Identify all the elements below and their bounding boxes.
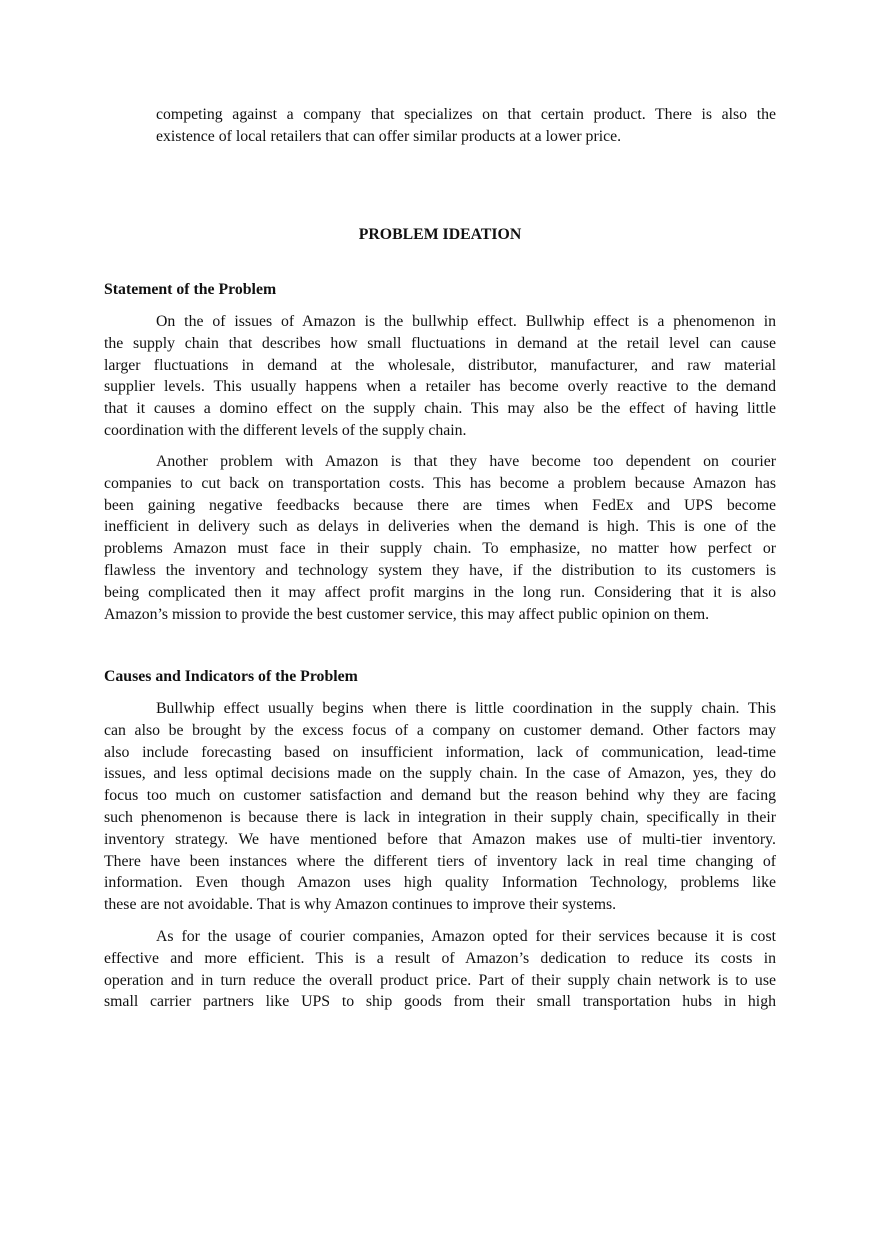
text-line: information. Even though Amazon uses high quality Information Technology, problems like (104, 874, 776, 892)
text-line: can also be brought by the excess focus of a company on customer demand. Other factors may (104, 721, 776, 739)
paragraph-courier-dependence (104, 451, 776, 625)
text-line: being complicated then it may affect profit margins in the long run. Considering that it is also (104, 583, 776, 601)
text-line: existence of local retailers that can offer similar products at a lower price. (156, 127, 622, 145)
text-line: Another problem with Amazon is that they have become too dependent on courier (156, 453, 776, 470)
paragraph-causes (104, 698, 776, 916)
text-line: inventory strategy. We have mentioned before that Amazon makes use of multi-tier inventory. (104, 830, 776, 848)
subheading-statement: Statement of the Problem (104, 281, 277, 298)
text-line: such phenomenon is because there is lack in integration in their supply chain, specifically in their (104, 808, 776, 826)
text-line: Amazon’s mission to provide the best customer service, this may affect public opinion on them. (104, 605, 710, 623)
text-line: As for the usage of courier companies, Amazon opted for their services because it is cost (156, 928, 776, 945)
text-line: operation and in turn reduce the overall product price. Part of their supply chain network is to use (104, 971, 776, 989)
text-line: competing against a company that specializes on that certain product. There is also the (156, 106, 776, 123)
paragraph-continuation (104, 104, 776, 148)
text-line: There have been instances where the different tiers of inventory lack in real time changing of (104, 852, 776, 870)
text-line: flawless the inventory and technology system they have, if the distribution to its customers is (104, 561, 776, 579)
paragraph-bullwhip (104, 311, 776, 442)
section-title: PROBLEM IDEATION (358, 226, 522, 243)
text-line: issues, and less optimal decisions made on the supply chain. In the case of Amazon, yes, they do (104, 765, 776, 783)
text-line: companies to cut back on transportation costs. This has become a problem because Amazon has (104, 474, 776, 492)
text-line: coordination with the different levels of the supply chain. (104, 421, 467, 439)
text-line: that it causes a domino effect on the supply chain. This may also be the effect of having little (104, 400, 776, 418)
text-line: been gaining negative feedbacks because there are times when FedEx and UPS become (104, 496, 776, 514)
subheading-causes: Causes and Indicators of the Problem (104, 668, 358, 685)
text-line: inefficient in delivery such as delays in deliveries when the demand is high. This is one of the (104, 518, 776, 536)
text-line: also include forecasting based on insufficient information, lack of communication, lead-time (104, 743, 776, 761)
paragraph-courier-usage (104, 926, 776, 1013)
text-line: these are not avoidable. That is why Amazon continues to improve their systems. (104, 896, 617, 914)
text-line: problems Amazon must face in their supply chain. To emphasize, no matter how perfect or (104, 540, 776, 558)
text-line: effective and more efficient. This is a result of Amazon’s dedication to reduce its costs in (104, 949, 776, 967)
text-line: small carrier partners like UPS to ship goods from their small transportation hubs in high (104, 993, 776, 1011)
text-line: the supply chain that describes how small fluctuations in demand at the retail level can cause (104, 334, 776, 352)
text-line: Bullwhip effect usually begins when there is little coordination in the supply chain. This (156, 700, 776, 717)
text-line: supplier levels. This usually happens when a retailer has become overly reactive to the demand (104, 378, 776, 396)
text-line: On the of issues of Amazon is the bullwhip effect. Bullwhip effect is a phenomenon in (156, 313, 776, 330)
text-line: focus too much on customer satisfaction and demand but the reason behind why they are facing (104, 787, 776, 805)
text-line: larger fluctuations in demand at the wholesale, distributor, manufacturer, and raw material (104, 356, 776, 374)
